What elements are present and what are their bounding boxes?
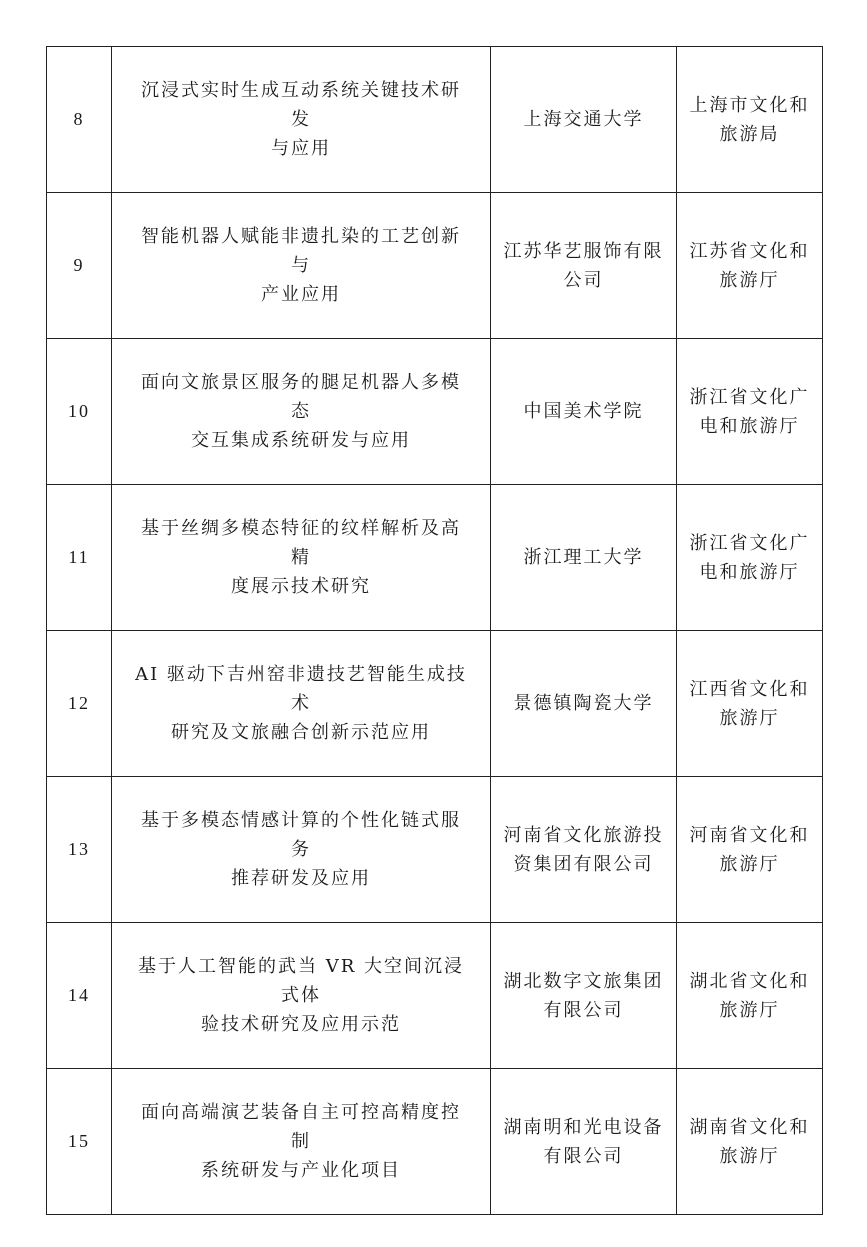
applicant-unit-text [502,689,666,718]
recommending-unit-text [680,675,820,733]
project-name-text [112,660,490,747]
recommending-unit [677,631,823,777]
applicant-unit-text [492,967,676,1025]
applicant-unit [491,47,677,193]
project-name [112,485,491,631]
table-row [47,485,823,631]
project-name-line: 研究及文旅融合创新示范应用 [171,722,431,743]
recommending-unit [677,339,823,485]
applicant-unit-line: 河南省文化旅游投 [503,824,664,846]
applicant-unit [491,1069,677,1215]
recommending-unit-line: 江西省文化和 [689,678,810,700]
project-name-text [112,806,490,893]
project-name-line: 智能机器人赋能非遗扎染的工艺创新与 [141,226,461,276]
applicant-unit-line: 公司 [563,269,604,291]
project-name-line: 产业应用 [261,284,341,305]
project-name-line: 沉浸式实时生成互动系统关键技术研发 [141,80,461,130]
project-name-line: 基于人工智能的武当 VR 大空间沉浸式体 [138,956,464,1006]
recommending-unit-text [680,967,820,1025]
project-name-line: AI 驱动下吉州窑非遗技艺智能生成技术 [135,664,467,714]
applicant-unit [491,631,677,777]
recommending-unit-line: 河南省文化和 [689,824,810,846]
recommending-unit-line: 浙江省文化广 [689,532,810,554]
applicant-unit [491,339,677,485]
applicant-unit-line: 江苏华艺服饰有限 [503,240,664,262]
project-name-line: 基于多模态情感计算的个性化链式服务 [141,810,461,860]
row-number: 10 [47,339,112,485]
recommending-unit [677,193,823,339]
applicant-unit-line: 湖北数字文旅集团 [503,970,664,992]
project-name-text [112,514,490,601]
applicant-unit-text [492,1113,676,1171]
applicant-unit-line: 有限公司 [543,1145,624,1167]
project-table-body [47,47,823,1215]
project-name-line: 交互集成系统研发与应用 [191,430,411,451]
recommending-unit-text [680,91,820,149]
project-name-line: 推荐研发及应用 [231,868,371,889]
applicant-unit-line: 中国美术学院 [523,401,644,422]
applicant-unit-line: 浙江理工大学 [523,547,644,568]
project-name-text [112,222,490,309]
row-number: 15 [47,1069,112,1215]
project-name-line: 系统研发与产业化项目 [201,1160,401,1181]
project-name-text [112,952,490,1039]
recommending-unit-line: 电和旅游厅 [699,561,800,583]
applicant-unit-line: 资集团有限公司 [513,853,654,875]
recommending-unit-line: 湖北省文化和 [689,970,810,992]
applicant-unit [491,485,677,631]
project-name [112,631,491,777]
project-name [112,47,491,193]
applicant-unit [491,777,677,923]
table-row [47,777,823,923]
applicant-unit-text [512,543,656,572]
project-name [112,1069,491,1215]
table-row [47,193,823,339]
table-row [47,923,823,1069]
recommending-unit-text [680,529,820,587]
applicant-unit [491,923,677,1069]
project-name [112,193,491,339]
applicant-unit [491,193,677,339]
recommending-unit-text [680,821,820,879]
recommending-unit [677,485,823,631]
table-row [47,339,823,485]
recommending-unit-line: 浙江省文化广 [689,386,810,408]
row-number: 13 [47,777,112,923]
applicant-unit-text [492,821,676,879]
project-name [112,777,491,923]
recommending-unit-text [680,383,820,441]
applicant-unit-text [512,397,656,426]
recommending-unit-line: 旅游厅 [719,999,780,1021]
project-table [46,46,823,1215]
row-number: 9 [47,193,112,339]
row-number: 11 [47,485,112,631]
table-row [47,47,823,193]
recommending-unit-line: 上海市文化和 [689,94,810,116]
recommending-unit-text [680,237,820,295]
recommending-unit-line: 旅游局 [719,123,780,145]
project-name-line: 与应用 [271,138,331,159]
project-name-text [112,368,490,455]
recommending-unit [677,923,823,1069]
recommending-unit-line: 江苏省文化和 [689,240,810,262]
row-number: 14 [47,923,112,1069]
table-row [47,1069,823,1215]
recommending-unit-line: 旅游厅 [719,269,780,291]
recommending-unit [677,777,823,923]
applicant-unit-line: 景德镇陶瓷大学 [513,693,654,714]
project-name [112,339,491,485]
recommending-unit-line: 电和旅游厅 [699,415,800,437]
project-name [112,923,491,1069]
recommending-unit [677,47,823,193]
project-name-line: 基于丝绸多模态特征的纹样解析及高精 [141,518,461,568]
table-row [47,631,823,777]
row-number: 8 [47,47,112,193]
applicant-unit-line: 上海交通大学 [523,109,644,130]
recommending-unit [677,1069,823,1215]
recommending-unit-line: 旅游厅 [719,853,780,875]
applicant-unit-line: 有限公司 [543,999,624,1021]
recommending-unit-text [680,1113,820,1171]
project-name-text [112,76,490,163]
project-name-line: 度展示技术研究 [231,576,371,597]
project-name-line: 验技术研究及应用示范 [201,1014,401,1035]
project-name-text [112,1098,490,1185]
applicant-unit-text [512,105,656,134]
applicant-unit-line: 湖南明和光电设备 [503,1116,664,1138]
project-name-line: 面向文旅景区服务的腿足机器人多模态 [141,372,461,422]
applicant-unit-text [492,237,676,295]
recommending-unit-line: 旅游厅 [719,707,780,729]
recommending-unit-line: 湖南省文化和 [689,1116,810,1138]
recommending-unit-line: 旅游厅 [719,1145,780,1167]
project-name-line: 面向高端演艺装备自主可控高精度控制 [141,1102,461,1152]
row-number: 12 [47,631,112,777]
